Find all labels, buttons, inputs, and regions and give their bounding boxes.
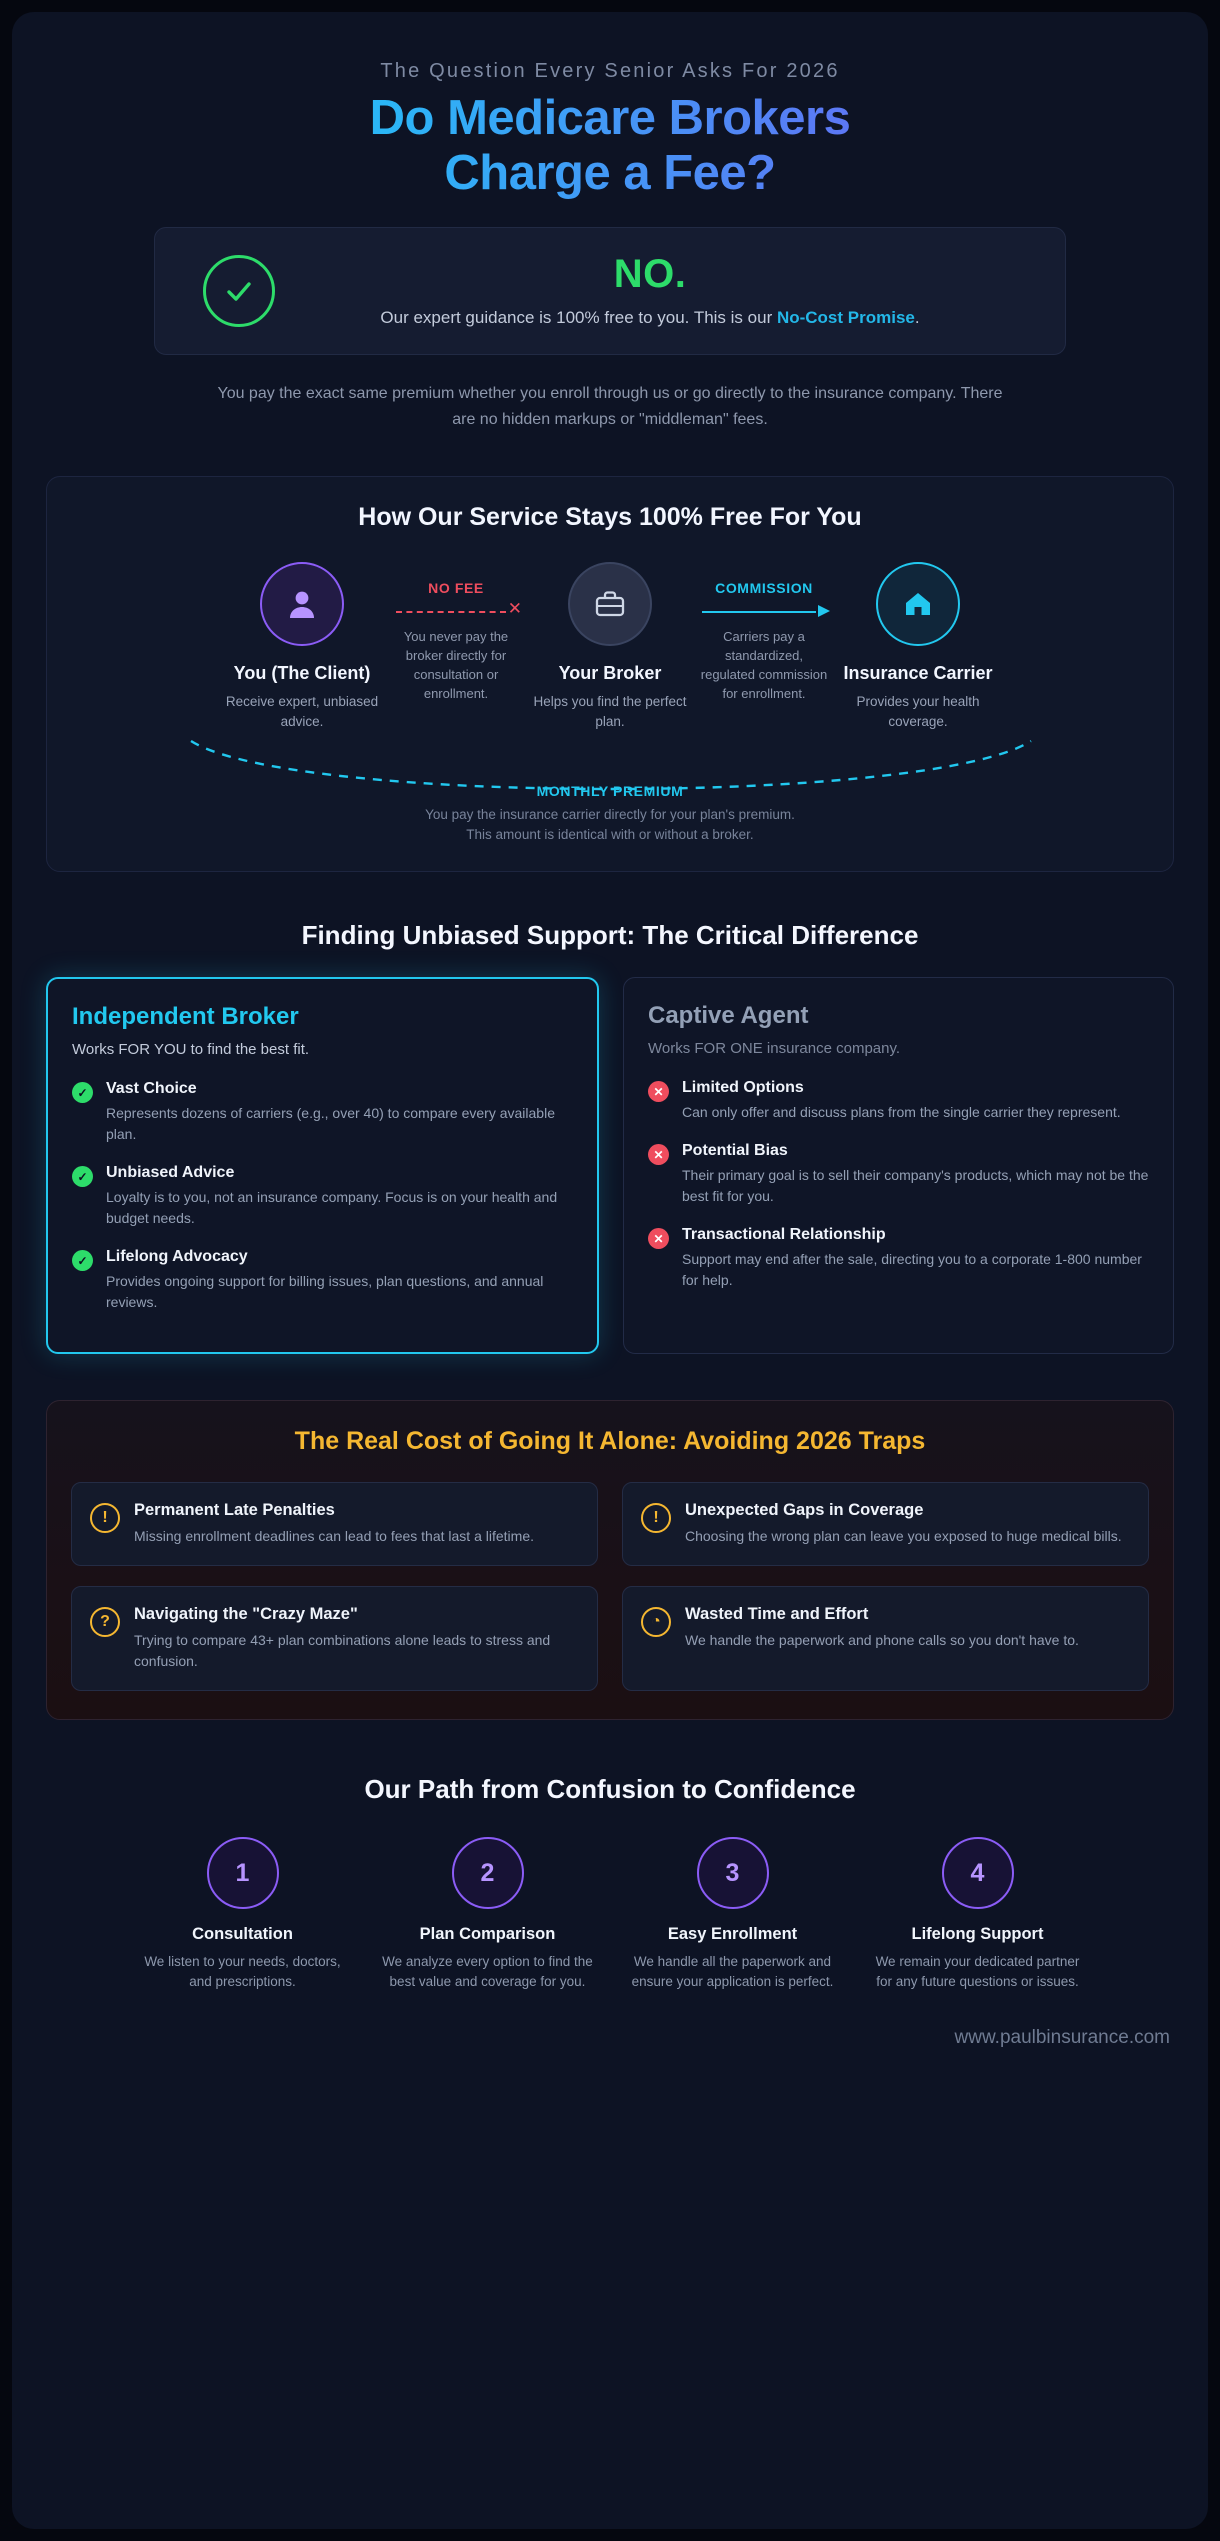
independent-broker-heading: Independent Broker — [72, 1003, 299, 1031]
cross-badge-icon: ✕ — [648, 1228, 669, 1249]
captive-agent-heading: Captive Agent — [648, 1002, 809, 1030]
list-item-desc: Their primary goal is to sell their company's products, which may not be the best fit for you. — [682, 1167, 1149, 1205]
list-item-desc: We handle the paperwork and phone calls so you don't have to. — [685, 1632, 1079, 1649]
flow-bottom-premium — [71, 737, 1149, 853]
step-1 — [135, 1837, 350, 1993]
steps-row — [46, 1837, 1174, 1993]
footer-website-url: www.paulbinsurance.com — [954, 2026, 1170, 2048]
flow-connector-no-fee — [390, 562, 522, 703]
flow-node-carrier — [830, 562, 1006, 731]
step-number-badge: 2 — [452, 1837, 524, 1909]
page-title — [46, 91, 1174, 201]
captive-agent-card — [623, 977, 1174, 1354]
list-item-desc: Choosing the wrong plan can leave you exposed to huge medical bills. — [685, 1528, 1122, 1545]
monthly-premium-label: MONTHLY PREMIUM — [536, 783, 684, 800]
flow-connector-no-fee-desc: You never pay the broker directly for consultation or enrollment. — [403, 629, 509, 701]
list-item — [72, 1080, 573, 1145]
no-cost-promise-highlight: No-Cost Promise — [776, 307, 915, 327]
flow-panel — [46, 476, 1174, 872]
list-item — [648, 1142, 1149, 1207]
list-item-title: Lifelong Advocacy — [106, 1248, 248, 1266]
monthly-premium-desc: You pay the insurance carrier directly for your plan's premium. This amount is identical with or without a broker. — [425, 807, 795, 843]
step-title: Easy Enrollment — [667, 1925, 798, 1944]
list-item — [71, 1586, 598, 1691]
flow-node-broker-desc: Helps you find the perfect plan. — [533, 693, 687, 729]
step-desc: We analyze every option to find the best value and coverage for you. — [382, 1954, 593, 1990]
list-item-desc: Can only offer and discuss plans from the single carrier they represent. — [682, 1104, 1121, 1121]
list-item-title: Transactional Relationship — [682, 1226, 886, 1244]
list-item-title: Potential Bias — [682, 1142, 788, 1160]
step-desc: We remain your dedicated partner for any future questions or issues. — [875, 1954, 1080, 1990]
step-title: Lifelong Support — [911, 1925, 1044, 1944]
flow-connector-commission — [698, 562, 830, 703]
list-item-title: Unbiased Advice — [106, 1164, 235, 1182]
answer-sub-before: Our expert guidance is 100% free to you. This is our — [380, 307, 777, 327]
flow-node-client — [214, 562, 390, 731]
step-number-badge: 3 — [697, 1837, 769, 1909]
flow-node-broker-title: Your Broker — [558, 663, 662, 684]
flow-diagram — [71, 562, 1149, 731]
warning-icon: ! — [641, 1503, 671, 1533]
answer-word: NO. — [613, 251, 687, 296]
list-item — [72, 1164, 573, 1229]
step-number-badge: 1 — [207, 1837, 279, 1909]
traps-grid — [71, 1482, 1149, 1691]
steps-title: Our Path from Confusion to Confidence — [364, 1774, 856, 1805]
captive-agent-sub: Works FOR ONE insurance company. — [648, 1040, 901, 1058]
person-icon — [260, 562, 344, 646]
step-2 — [380, 1837, 595, 1993]
answer-text-block — [305, 252, 1035, 331]
list-item-desc: Support may end after the sale, directing you to a corporate 1-800 number for help. — [682, 1251, 1142, 1289]
list-item-desc: Missing enrollment deadlines can lead to fees that last a lifetime. — [134, 1528, 534, 1545]
check-badge-icon: ✓ — [72, 1082, 93, 1103]
list-item — [72, 1248, 573, 1313]
briefcase-icon — [568, 562, 652, 646]
list-item — [622, 1482, 1149, 1566]
list-item-desc: Trying to compare 43+ plan combinations alone leads to stress and confusion. — [134, 1632, 551, 1670]
step-4 — [870, 1837, 1085, 1993]
flow-node-client-desc: Receive expert, unbiased advice. — [225, 693, 379, 729]
independent-broker-sub: Works FOR YOU to find the best fit. — [72, 1041, 310, 1059]
list-item-title: Limited Options — [682, 1079, 804, 1097]
list-item-title: Permanent Late Penalties — [134, 1501, 335, 1520]
list-item — [648, 1226, 1149, 1291]
answer-subtext — [370, 305, 930, 331]
check-badge-icon: ✓ — [72, 1250, 93, 1271]
clock-icon: ◔ — [641, 1607, 671, 1637]
traps-panel — [46, 1400, 1174, 1720]
compare-section — [46, 977, 1174, 1354]
title-line-2: Charge a Fee? — [444, 145, 776, 200]
cross-badge-icon: ✕ — [648, 1081, 669, 1102]
answer-card — [154, 227, 1066, 356]
no-fee-arrow-icon: ✕ — [390, 604, 522, 620]
infographic-frame — [12, 12, 1208, 2529]
list-item-title: Unexpected Gaps in Coverage — [685, 1501, 924, 1520]
flow-connector-commission-desc: Carriers pay a standardized, regulated commission for enrollment. — [700, 629, 828, 701]
list-item — [71, 1482, 598, 1566]
list-item-desc: Provides ongoing support for billing issues, plan questions, and annual reviews. — [106, 1273, 544, 1311]
title-line-1: Do Medicare Brokers — [369, 91, 851, 145]
list-item-title: Vast Choice — [106, 1080, 197, 1098]
step-desc: We listen to your needs, doctors, and prescriptions. — [144, 1954, 341, 1990]
independent-broker-card — [46, 977, 599, 1354]
flow-connector-commission-label: COMMISSION — [715, 580, 813, 597]
step-number-badge: 4 — [942, 1837, 1014, 1909]
step-3 — [625, 1837, 840, 1993]
eyebrow-text: The Question Every Senior Asks For 2026 — [380, 60, 840, 82]
check-badge-icon: ✓ — [72, 1166, 93, 1187]
step-title: Plan Comparison — [419, 1925, 556, 1944]
list-item — [648, 1079, 1149, 1123]
question-icon: ? — [90, 1607, 120, 1637]
traps-title: The Real Cost of Going It Alone: Avoiding 2026 Traps — [294, 1427, 926, 1456]
list-item-title: Wasted Time and Effort — [685, 1605, 869, 1624]
check-circle-icon — [203, 255, 275, 327]
commission-arrow-icon — [698, 604, 830, 620]
answer-sub-after: . — [914, 307, 920, 327]
step-desc: We handle all the paperwork and ensure your application is perfect. — [631, 1954, 834, 1990]
compare-section-title: Finding Unbiased Support: The Critical Difference — [301, 920, 919, 951]
cross-badge-icon: ✕ — [648, 1144, 669, 1165]
flow-connector-no-fee-label: NO FEE — [428, 580, 484, 597]
flow-node-client-title: You (The Client) — [233, 663, 371, 684]
flow-node-carrier-desc: Provides your health coverage. — [856, 693, 980, 729]
warning-icon: ! — [90, 1503, 120, 1533]
list-item-desc: Represents dozens of carriers (e.g., over 40) to compare every available plan. — [106, 1105, 555, 1143]
list-item-title: Navigating the "Crazy Maze" — [134, 1605, 358, 1624]
list-item-desc: Loyalty is to you, not an insurance company. Focus is on your health and budget needs. — [106, 1189, 558, 1227]
flow-panel-title: How Our Service Stays 100% Free For You — [358, 503, 862, 532]
list-item — [622, 1586, 1149, 1691]
intro-note: You pay the exact same premium whether you enroll through us or go directly to the insurance company. There are no hidden markups or "middleman" fees. — [217, 385, 1003, 428]
step-title: Consultation — [192, 1925, 293, 1944]
home-shield-icon — [876, 562, 960, 646]
flow-node-broker — [522, 562, 698, 731]
flow-node-carrier-title: Insurance Carrier — [843, 663, 993, 684]
